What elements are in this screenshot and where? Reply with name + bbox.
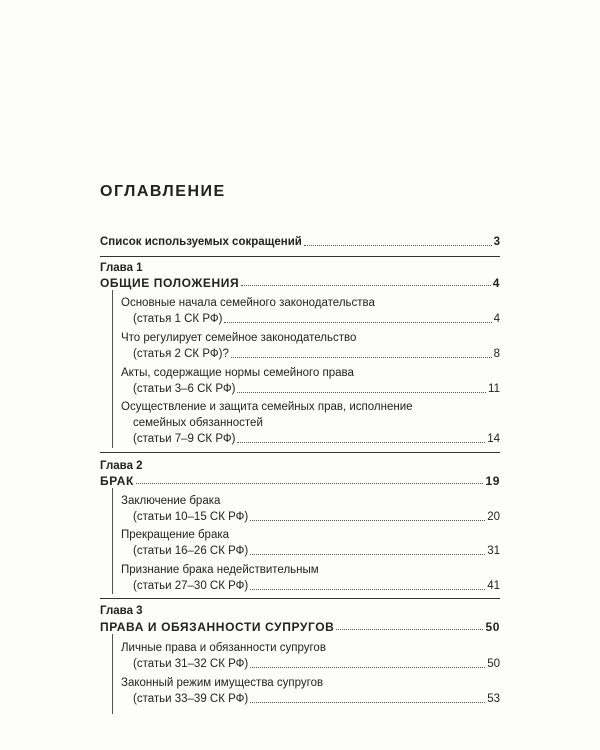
leader-dots	[224, 322, 491, 323]
entry-line: (статьи 16–26 СК РФ)	[133, 545, 249, 557]
chapter-title: ОБЩИЕ ПОЛОЖЕНИЯ	[100, 276, 240, 290]
chapter-3-label: Глава 3	[100, 605, 143, 617]
entry-page: 20	[487, 511, 500, 523]
chapter-1-label: Глава 1	[100, 262, 143, 274]
chapter-2-label: Глава 2	[100, 460, 143, 472]
leader-dots	[250, 554, 485, 555]
chapter-1-title-row[interactable]	[100, 274, 500, 290]
entry-line: Признание брака недействительным	[121, 564, 319, 576]
chapter-2-title-row[interactable]	[100, 472, 500, 488]
leader-dots	[250, 520, 485, 521]
entry-line: (статьи 3–6 СК РФ)	[133, 383, 236, 395]
leader-dots	[237, 392, 486, 393]
entry-line: (статьи 27–30 СК РФ)	[133, 580, 249, 592]
entry-line: Заключение брака	[121, 495, 221, 507]
entry-line: Акты, содержащие нормы семейного права	[121, 367, 354, 379]
entry-line: (статьи 31–32 СК РФ)	[133, 658, 249, 670]
entry-page: 50	[487, 658, 500, 670]
entry-line: семейных обязанностей	[133, 417, 263, 429]
leader-dots	[237, 442, 485, 443]
leader-dots	[250, 702, 485, 703]
chapter-page: 50	[485, 620, 500, 634]
entry-line: (статья 2 СК РФ)?	[133, 348, 229, 360]
entry-page: 31	[487, 545, 500, 557]
entry-page: 3	[493, 236, 500, 248]
leader-dots	[241, 285, 491, 286]
entry-page: 41	[487, 580, 500, 592]
divider	[100, 598, 500, 599]
chapter-3-bar	[112, 634, 113, 714]
entry-page: 14	[487, 433, 500, 445]
entry-line: Что регулирует семейное законодательство	[121, 332, 357, 344]
entry-line: Основные начала семейного законодательства	[121, 297, 375, 309]
entry-line: Прекращение брака	[121, 529, 230, 541]
divider	[100, 452, 500, 453]
entry-line: (статьи 33–39 СК РФ)	[133, 693, 249, 705]
chapter-title: ПРАВА И ОБЯЗАННОСТИ СУПРУГОВ	[100, 620, 335, 634]
entry-line: Личные права и обязанности супругов	[121, 642, 326, 654]
leader-dots	[136, 483, 483, 484]
entry-line: (статьи 7–9 СК РФ)	[133, 433, 236, 445]
chapter-page: 19	[485, 474, 500, 488]
leader-dots	[304, 245, 492, 246]
leader-dots	[231, 357, 492, 358]
chapter-3-title-row[interactable]	[100, 618, 500, 634]
chapter-2-bar	[112, 488, 113, 594]
entry-line: (статьи 10–15 СК РФ)	[133, 511, 249, 523]
chapter-title: БРАК	[100, 474, 134, 488]
entry-line: Осуществление и защита семейных прав, исполнение	[121, 401, 413, 413]
entry-page: 11	[488, 383, 500, 395]
leader-dots	[250, 667, 485, 668]
entry-label: Список используемых сокращений	[100, 236, 302, 248]
entry-page: 4	[493, 313, 500, 325]
divider	[100, 256, 500, 257]
leader-dots	[250, 589, 485, 590]
entry-page: 53	[487, 693, 500, 705]
chapter-1-bar	[112, 290, 113, 448]
entry-page: 8	[493, 348, 500, 360]
entry-line: (статья 1 СК РФ)	[133, 313, 223, 325]
leader-dots	[336, 629, 483, 630]
chapter-page: 4	[492, 276, 500, 290]
entry-line: Законный режим имущества супругов	[121, 677, 324, 689]
toc-title: ОГЛАВЛЕНИЕ	[100, 183, 226, 200]
